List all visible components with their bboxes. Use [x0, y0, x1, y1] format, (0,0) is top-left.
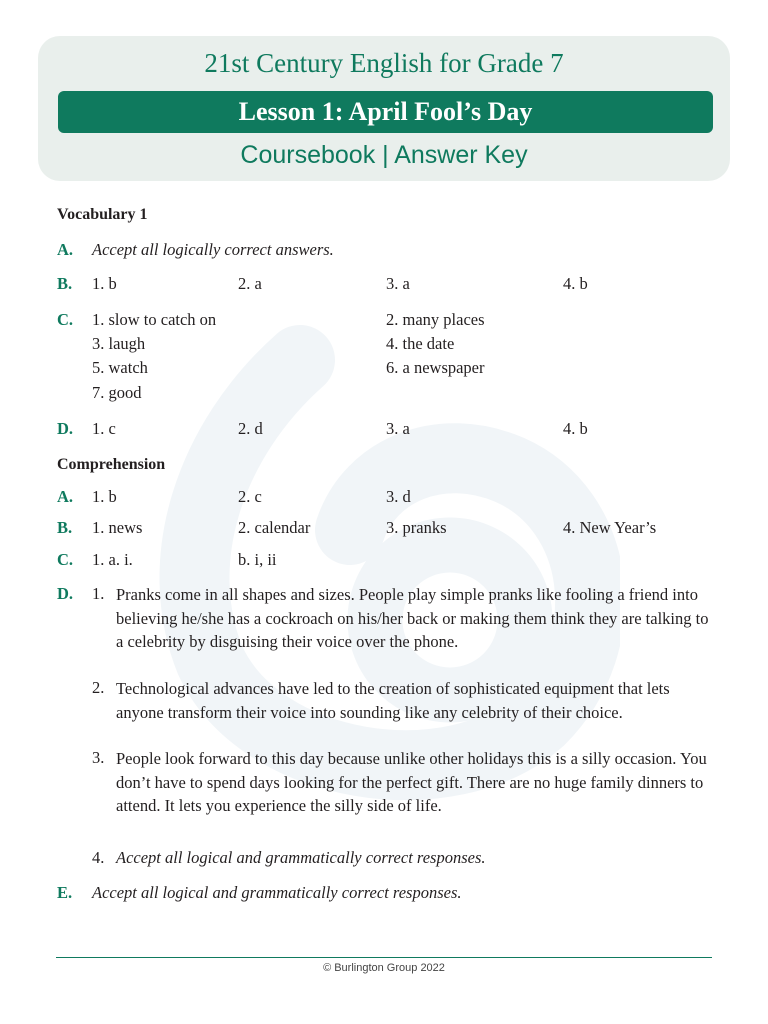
vocab-a-text: Accept all logically correct answers. [92, 240, 334, 259]
vocab-d-answer: 3. a [386, 419, 410, 438]
comp-d-item-number: 1. [92, 584, 105, 603]
vocab-b-answer: 1. b [92, 274, 117, 293]
vocab-b-answer: 2. a [238, 274, 262, 293]
vocab-c-answer: 6. a newspaper [386, 358, 485, 377]
comp-a-answer: 1. b [92, 487, 117, 506]
vocab-a-letter: A. [57, 240, 74, 259]
vocab-c-letter: C. [57, 310, 74, 329]
book-title: 21st Century English for Grade 7 [204, 48, 564, 78]
comp-d-item-number: 3. [92, 748, 105, 767]
vocab-c-answer: 2. many places [386, 310, 485, 329]
section-heading-comprehension: Comprehension [57, 456, 166, 473]
vocab-d-letter: D. [57, 419, 74, 438]
comp-b-answer: 3. pranks [386, 518, 447, 537]
footer-copyright: © Burlington Group 2022 [323, 962, 445, 974]
lesson-title: Lesson 1: April Fool’s Day [238, 97, 533, 126]
vocab-c-answer: 5. watch [92, 358, 148, 377]
vocab-b-letter: B. [57, 274, 73, 293]
vocab-c-answer: 7. good [92, 383, 142, 402]
vocab-d-answer: 2. d [238, 419, 263, 438]
comp-e-text: Accept all logical and grammatically correct responses. [92, 883, 462, 902]
comp-b-answer: 1. news [92, 518, 143, 537]
vocab-c-answer: 4. the date [386, 334, 455, 353]
vocab-d-answer: 4. b [563, 419, 588, 438]
comp-c-answer: b. i, ii [238, 550, 277, 569]
page-subtitle: Coursebook | Answer Key [240, 141, 528, 169]
comp-d-item-text: Pranks come in all shapes and sizes. People play simple pranks like fooling a friend into believing he/she has a cockroach on his/her back or making them think they are talking to a celebrity by disguising their voice over the phone. [116, 585, 709, 651]
comp-a-letter: A. [57, 487, 74, 506]
comp-d-item-text: Accept all logical and grammatically correct responses. [116, 848, 486, 867]
vocab-b-answer: 3. a [386, 274, 410, 293]
vocab-c-answer: 3. laugh [92, 334, 146, 353]
comp-a-answer: 2. c [238, 487, 262, 506]
comp-c-answer: 1. a. i. [92, 550, 133, 569]
comp-b-answer: 4. New Year’s [563, 518, 657, 537]
section-heading-vocabulary: Vocabulary 1 [57, 206, 148, 223]
vocab-d-answer: 1. c [92, 419, 116, 438]
comp-b-letter: B. [57, 518, 73, 537]
vocab-b-answer: 4. b [563, 274, 588, 293]
comp-b-answer: 2. calendar [238, 518, 311, 537]
comp-d-item-number: 4. [92, 848, 105, 867]
comp-d-item-number: 2. [92, 678, 105, 697]
comp-d-item-text: People look forward to this day because unlike other holidays this is a silly occasion. You don’t have to spend days looking for the perfect gift. There are no huge family dinners to attend. It lets you experience the silly side of life. [116, 749, 707, 815]
comp-e-letter: E. [57, 883, 73, 902]
comp-a-answer: 3. d [386, 487, 411, 506]
comp-c-letter: C. [57, 550, 74, 569]
vocab-c-answer: 1. slow to catch on [92, 310, 217, 329]
comp-d-letter: D. [57, 584, 74, 603]
comp-d-item-text: Technological advances have led to the creation of sophisticated equipment that lets anyone transform their voice into sounding like any celebrity of their choice. [116, 679, 670, 722]
